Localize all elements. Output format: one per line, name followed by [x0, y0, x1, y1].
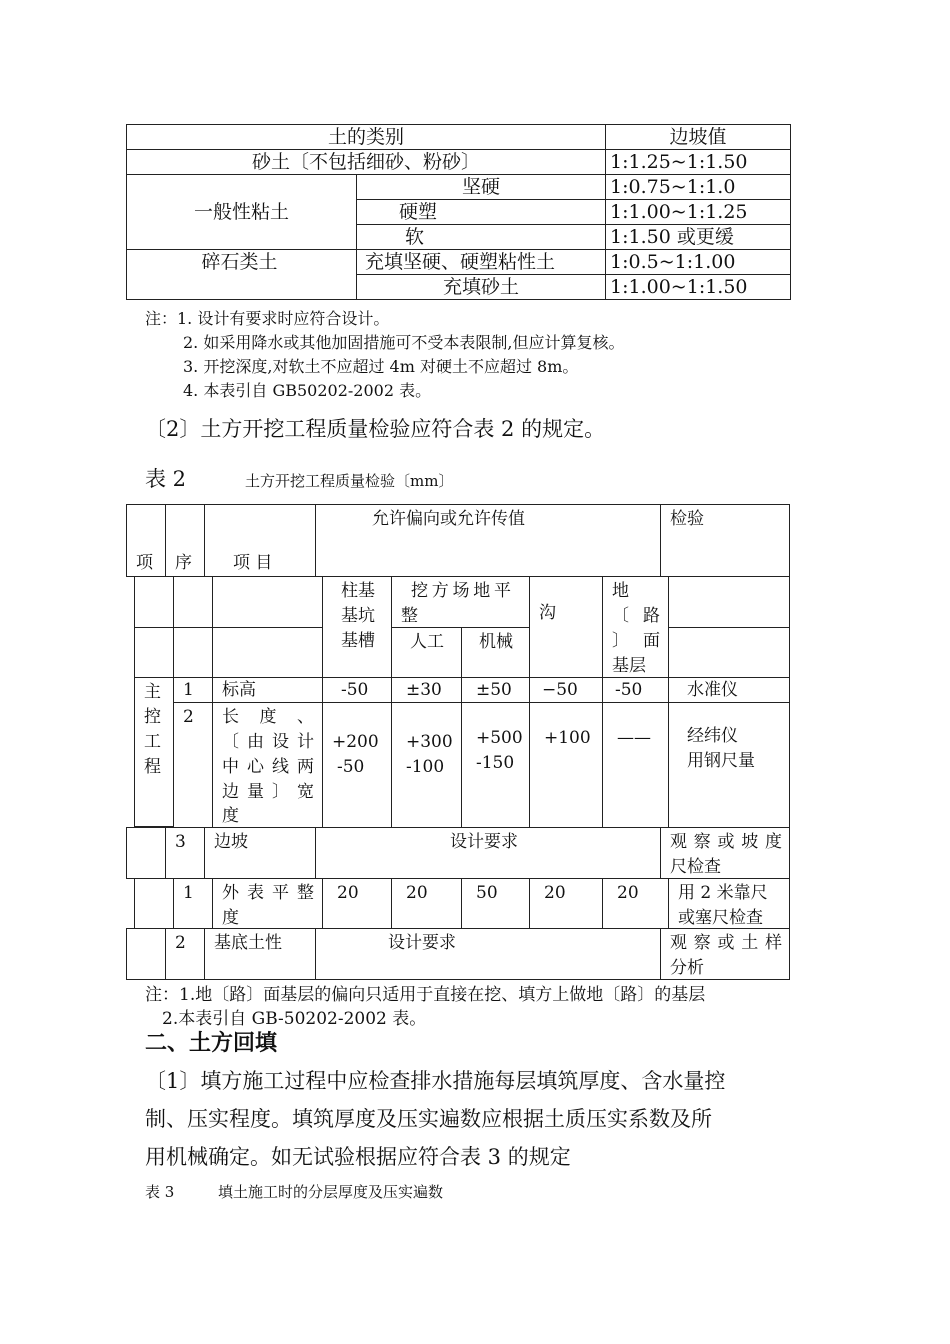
section-label: 工 [144, 732, 161, 752]
paragraph-line: 用机械确定。如无试验根据应符合表 3 的规定 [145, 1145, 571, 1169]
value-cell: 50 [476, 883, 498, 903]
value-cell: ±30 [406, 680, 442, 700]
row-item: 度 [222, 908, 239, 928]
value-cell: -150 [476, 753, 515, 773]
cell [602, 576, 669, 678]
value-cell: 20 [406, 883, 428, 903]
cell [461, 627, 530, 678]
col-manual: 人工 [410, 632, 444, 652]
value-cell: -50 [341, 680, 369, 700]
col-ground-3: 〕 面 [612, 631, 660, 651]
slope-cell: 1:1.50 或更缓 [606, 225, 791, 250]
cell [660, 827, 790, 879]
sub-type-cell: 硬塑 [357, 200, 606, 225]
cell [165, 827, 205, 879]
cell [315, 827, 661, 879]
section-heading: 二、土方回填 [145, 1031, 278, 1056]
cell [212, 627, 323, 678]
value-cell: 20 [617, 883, 639, 903]
cell [668, 677, 790, 703]
col-ground-1: 地 [612, 581, 629, 601]
row-item: 度 [222, 806, 239, 826]
cell [668, 576, 790, 628]
row-no: 3 [175, 832, 186, 852]
header-xiang: 项 [136, 553, 153, 573]
table-row [127, 150, 791, 175]
table-header-row [127, 125, 791, 150]
value-cell: −50 [542, 680, 578, 700]
cell [322, 677, 392, 703]
row-no: 1 [183, 680, 194, 700]
value-cell: 设计要求 [450, 832, 518, 852]
row-item: 基底土性 [214, 933, 282, 953]
method-cell: 或塞尺检查 [678, 908, 763, 928]
cell [165, 928, 205, 980]
value-cell: 设计要求 [388, 933, 456, 953]
cell [173, 878, 213, 929]
cell [134, 576, 174, 628]
cell [660, 504, 790, 577]
cell [461, 677, 530, 703]
method-cell: 经纬仪 [687, 726, 738, 746]
col-site-1: 挖方场地平 [411, 581, 511, 601]
col-ground-4: 基层 [612, 656, 646, 676]
cell [660, 928, 790, 980]
value-cell: 20 [337, 883, 359, 903]
cell [212, 576, 323, 628]
slope-cell: 1:0.75~1:1.0 [606, 175, 791, 200]
value-cell: +300 [406, 732, 453, 752]
cell [322, 702, 392, 828]
value-cell: +500 [476, 728, 523, 748]
header-soil-type: 土的类别 [127, 125, 606, 150]
cell [173, 627, 213, 678]
cell [322, 576, 392, 678]
header-xu: 序 [175, 553, 192, 573]
section-label: 主 [144, 682, 161, 702]
paragraph-line: 制、压实程度。填筑厚度及压实遍数应根据土质压实系数及所 [145, 1107, 712, 1131]
cell [315, 928, 661, 980]
table3-label: 表 3 [145, 1183, 175, 1201]
note-line: 4. 本表引自 GB50202-2002 表。 [183, 381, 432, 400]
cell [668, 627, 790, 678]
method-cell: 用钢尺量 [687, 751, 755, 771]
sub-type-cell: 充填坚硬、硬塑粘性土 [357, 250, 606, 275]
header-inspect: 检验 [670, 509, 704, 529]
col-ground-2: 〔 路 [612, 606, 660, 626]
cell [126, 928, 166, 980]
cell [134, 878, 174, 929]
row-item: 长 度 、 [222, 707, 314, 727]
cell [668, 702, 790, 828]
cell [165, 504, 205, 577]
cell [391, 576, 530, 628]
soil-type-cell: 砂土〔不包括细砂、粉砂〕 [127, 150, 606, 175]
cell [391, 627, 462, 678]
section-label: 控 [144, 707, 161, 727]
method-cell: 水准仪 [687, 680, 738, 700]
note-line: 注：1. 设计有要求时应符合设计。 [145, 309, 390, 328]
method-cell: 用 2 米靠尺 [678, 883, 768, 903]
paragraph-line: 〔1〕填方施工过程中应检查排水措施每层填筑厚度、含水量控 [145, 1069, 726, 1093]
slope-cell: 1:0.5~1:1.00 [606, 250, 791, 275]
value-cell: -100 [406, 757, 445, 777]
soil-type-cell: 一般性粘土 [127, 175, 357, 250]
cell [602, 702, 669, 828]
cell [391, 702, 462, 828]
cell [204, 827, 316, 879]
row-item: 外表平整 [222, 883, 314, 903]
cell [134, 677, 174, 827]
cell [315, 504, 661, 577]
header-allowance: 允许偏向或允许传值 [372, 509, 525, 529]
row-item: 标高 [222, 680, 256, 700]
method-cell: 尺检查 [670, 857, 721, 877]
row-item: 边坡 [214, 832, 248, 852]
row-item: 〔由设计 [222, 732, 314, 752]
table3-caption: 填土施工时的分层厚度及压实遍数 [218, 1183, 444, 1201]
cell [602, 878, 669, 929]
table-row [127, 250, 791, 275]
note-line: 2. 如采用降水或其他加固措施可不受本表限制,但应计算复核。 [183, 333, 625, 352]
table2-label: 表 2 [145, 467, 187, 491]
col-ditch: 沟 [539, 603, 556, 623]
cell [173, 677, 213, 703]
cell [212, 878, 323, 929]
col-pillar-2: 基坑 [341, 606, 375, 626]
col-site-2: 整 [401, 606, 418, 626]
table2-caption: 土方开挖工程质量检验〔mm〕 [245, 472, 454, 490]
cell [212, 702, 323, 828]
cell [134, 627, 174, 678]
row-no: 2 [175, 933, 186, 953]
row-item: 边量〕宽 [222, 782, 314, 802]
row-item: 中心线两 [222, 757, 314, 777]
cell [173, 702, 213, 828]
cell [529, 677, 603, 703]
cell [529, 576, 603, 678]
slope-cell: 1:1.25~1:1.50 [606, 150, 791, 175]
method-cell: 观察或坡度 [670, 832, 782, 852]
value-cell: ±50 [476, 680, 512, 700]
cell [461, 878, 530, 929]
cell [212, 677, 323, 703]
section-label: 程 [144, 757, 161, 777]
cell [204, 504, 316, 577]
row-no: 1 [183, 883, 194, 903]
cell [126, 504, 166, 577]
col-machine: 机械 [479, 632, 513, 652]
cell [126, 827, 166, 879]
header-slope: 边坡值 [606, 125, 791, 150]
sub-type-cell: 充填砂土 [357, 275, 606, 300]
cell [173, 576, 213, 628]
row-no: 2 [183, 707, 194, 727]
value-cell: -50 [337, 757, 365, 777]
col-pillar-1: 柱基 [341, 581, 375, 601]
cell [461, 702, 530, 828]
paragraph-2: 〔2〕土方开挖工程质量检验应符合表 2 的规定。 [145, 417, 606, 441]
cell [529, 878, 603, 929]
cell [322, 878, 392, 929]
value-cell: 20 [544, 883, 566, 903]
col-pillar-3: 基槽 [341, 631, 375, 651]
slope-cell: 1:1.00~1:1.25 [606, 200, 791, 225]
sub-type-cell: 软 [357, 225, 606, 250]
value-cell: +100 [544, 728, 591, 748]
soil-slope-table [126, 124, 791, 300]
value-cell: —— [617, 728, 651, 748]
cell [602, 677, 669, 703]
method-cell: 分析 [670, 958, 704, 978]
value-cell: -50 [615, 680, 643, 700]
method-cell: 观察或土样 [670, 933, 782, 953]
header-item: 项 目 [233, 553, 273, 573]
cell [668, 878, 790, 929]
cell [391, 677, 462, 703]
note-line: 注：1.地〔路〕面基层的偏向只适用于直接在挖、填方上做地〔路〕的基层 [145, 985, 706, 1005]
table-row [127, 175, 791, 200]
note-line: 2.本表引自 GB-50202-2002 表。 [162, 1009, 427, 1029]
cell [391, 878, 462, 929]
soil-type-cell: 碎石类土 [127, 250, 357, 300]
value-cell: +200 [332, 732, 379, 752]
cell [529, 702, 603, 828]
note-line: 3. 开挖深度,对软土不应超过 4m 对硬土不应超过 8m。 [183, 357, 579, 376]
cell [204, 928, 316, 980]
slope-cell: 1:1.00~1:1.50 [606, 275, 791, 300]
sub-type-cell: 坚硬 [357, 175, 606, 200]
